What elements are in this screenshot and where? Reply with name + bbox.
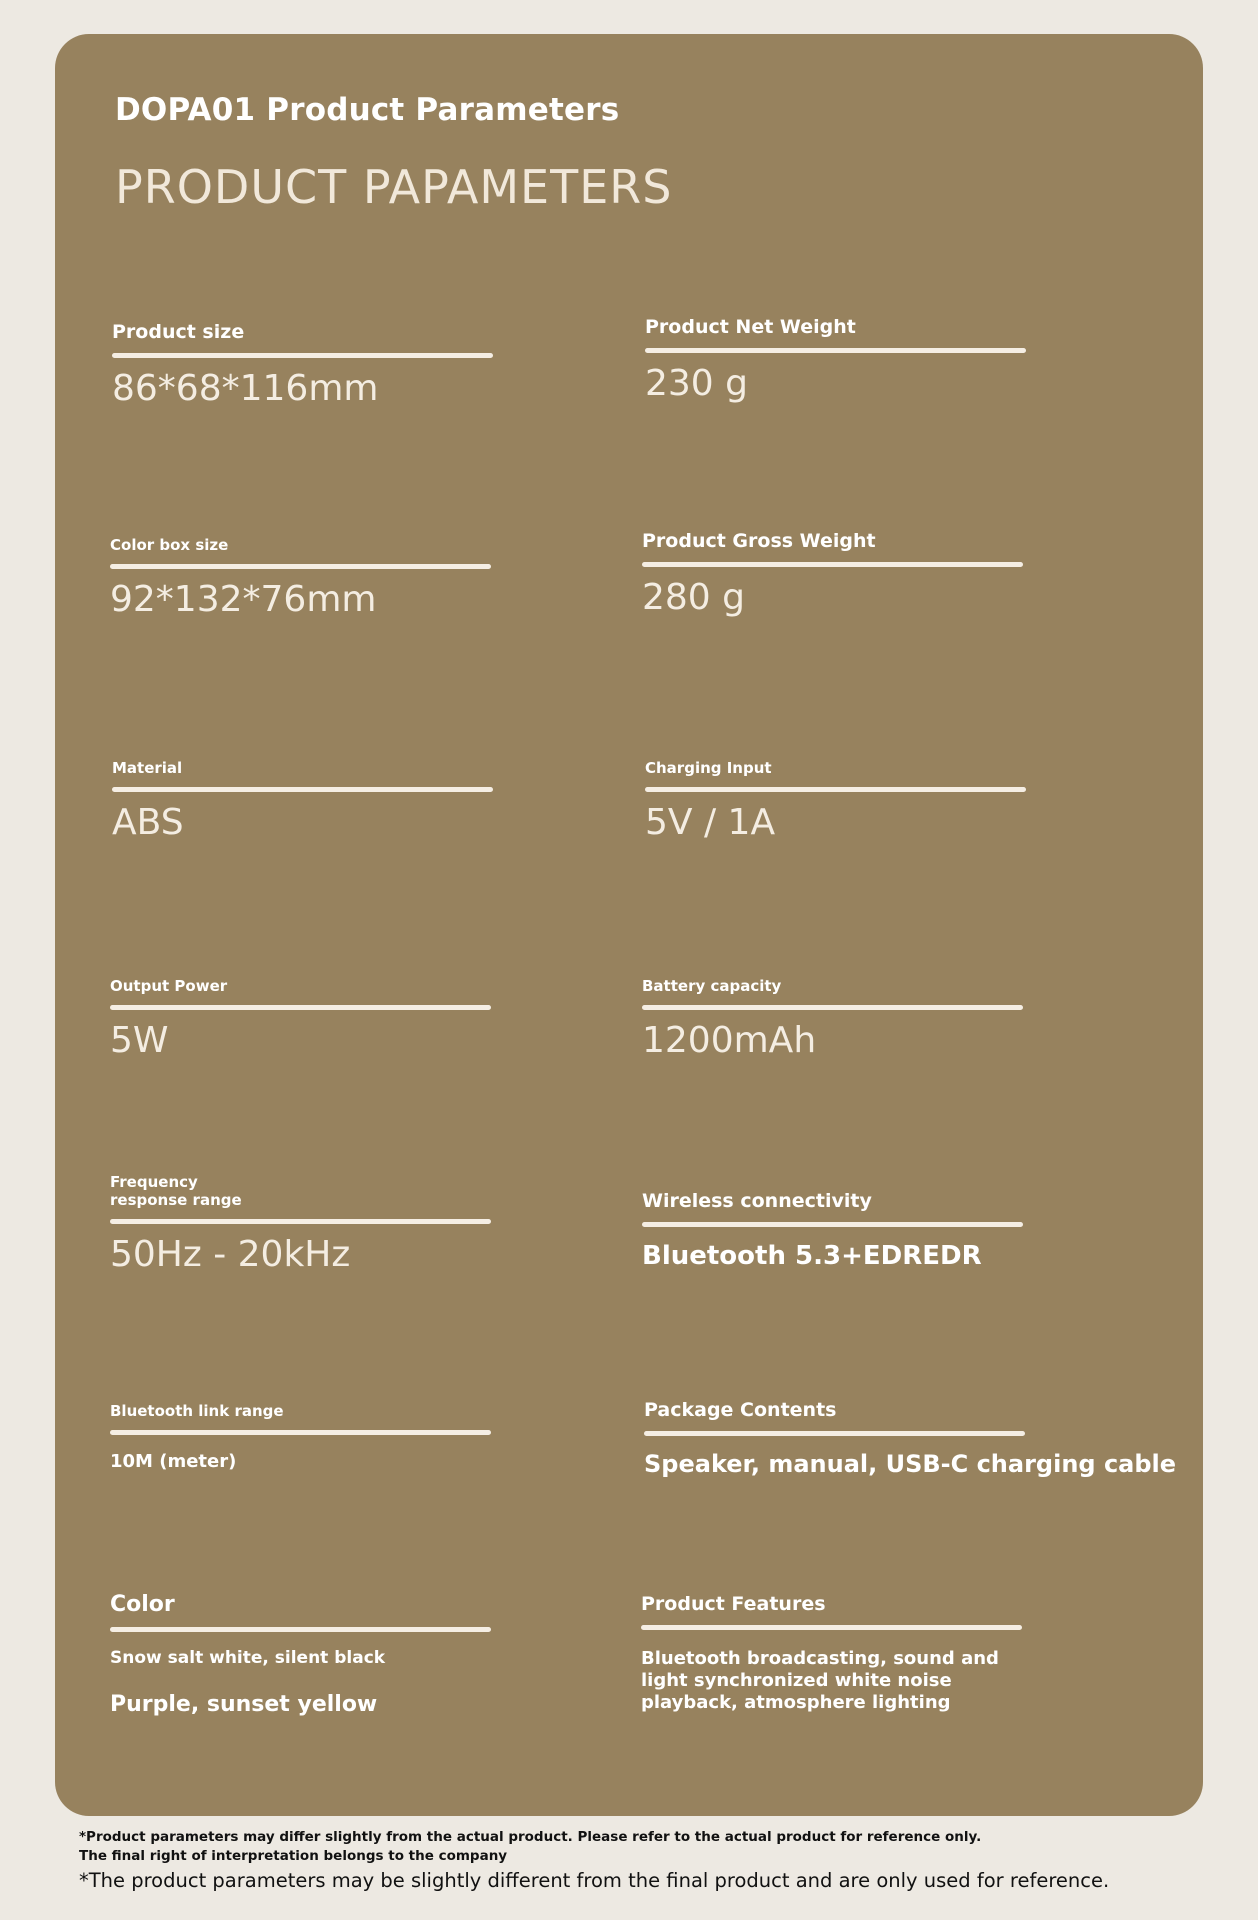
divider — [110, 1430, 491, 1435]
param-value: Bluetooth 5.3+EDREDR — [642, 1241, 982, 1271]
divider — [110, 1005, 491, 1010]
divider — [110, 564, 491, 569]
param-product-features — [641, 1594, 1161, 1714]
param-label: Color — [110, 1592, 175, 1617]
param-value: 230 g — [645, 363, 749, 404]
divider — [644, 1431, 1025, 1436]
param-bluetooth-range — [110, 1402, 630, 1472]
param-material — [112, 759, 632, 843]
param-value: 280 g — [642, 577, 746, 618]
divider — [641, 1625, 1022, 1630]
param-label: Battery capacity — [642, 977, 782, 995]
param-color — [110, 1593, 630, 1717]
param-value: 5W — [110, 1020, 169, 1061]
param-package-contents — [644, 1399, 1177, 1478]
divider — [642, 562, 1023, 567]
divider — [110, 1627, 491, 1632]
param-label: Product size — [112, 321, 245, 343]
param-value: Bluetooth broadcasting, sound and light synchronized white noise playback, atmosphere lighting — [641, 1648, 999, 1713]
param-label: Wireless connectivity — [642, 1190, 872, 1212]
param-label: Material — [112, 759, 183, 777]
param-gross-weight — [642, 531, 1162, 618]
page-subtitle: PRODUCT PAPAMETERS — [115, 160, 673, 214]
param-net-weight — [645, 317, 1165, 404]
divider — [645, 348, 1026, 353]
param-value: 86*68*116mm — [112, 368, 379, 409]
footnote-line: The final right of interpretation belongs to the company — [79, 1848, 508, 1864]
divider — [642, 1005, 1023, 1010]
param-label: Charging Input — [645, 759, 772, 777]
param-value: Snow salt white, silent black — [110, 1648, 386, 1668]
divider — [110, 1219, 491, 1224]
param-label: Output Power — [110, 977, 228, 995]
param-value: 1200mAh — [642, 1020, 817, 1061]
footnote-line: *Product parameters may differ slightly from the actual product. Please refer to the actual product for reference only. — [79, 1829, 982, 1845]
param-label: Product Gross Weight — [642, 530, 876, 552]
parameters-card — [55, 34, 1203, 1816]
param-frequency-response — [110, 1173, 630, 1275]
param-battery-capacity — [642, 977, 1162, 1061]
param-label: Package Contents — [644, 1399, 837, 1421]
param-label-line: Frequency — [110, 1173, 198, 1191]
footnote-reference: *The product parameters may be slightly different from the final product and are only used for reference. — [79, 1869, 1110, 1892]
param-label: Product Features — [641, 1593, 826, 1615]
divider — [112, 787, 493, 792]
param-product-size — [112, 322, 632, 409]
param-charging-input — [645, 759, 1165, 843]
param-value: Purple, sunset yellow — [110, 1692, 378, 1717]
param-label: Product Net Weight — [645, 316, 856, 338]
param-label: Bluetooth link range — [110, 1402, 284, 1420]
param-label — [110, 1173, 630, 1209]
param-output-power — [110, 977, 630, 1061]
param-value: ABS — [112, 802, 184, 843]
divider — [642, 1222, 1023, 1227]
page-title: DOPA01 Product Parameters — [115, 92, 620, 128]
divider — [112, 353, 493, 358]
param-value: 92*132*76mm — [110, 579, 377, 620]
param-wireless-connectivity — [642, 1191, 1162, 1271]
param-label: Color box size — [110, 536, 229, 554]
param-value: 5V / 1A — [645, 802, 776, 843]
param-value: 10M (meter) — [110, 1451, 237, 1472]
param-value: Speaker, manual, USB-C charging cable — [644, 1450, 1177, 1478]
divider — [645, 787, 1026, 792]
param-label-line: response range — [110, 1191, 242, 1209]
param-value: 50Hz - 20kHz — [110, 1234, 351, 1275]
param-color-box-size — [110, 536, 630, 620]
